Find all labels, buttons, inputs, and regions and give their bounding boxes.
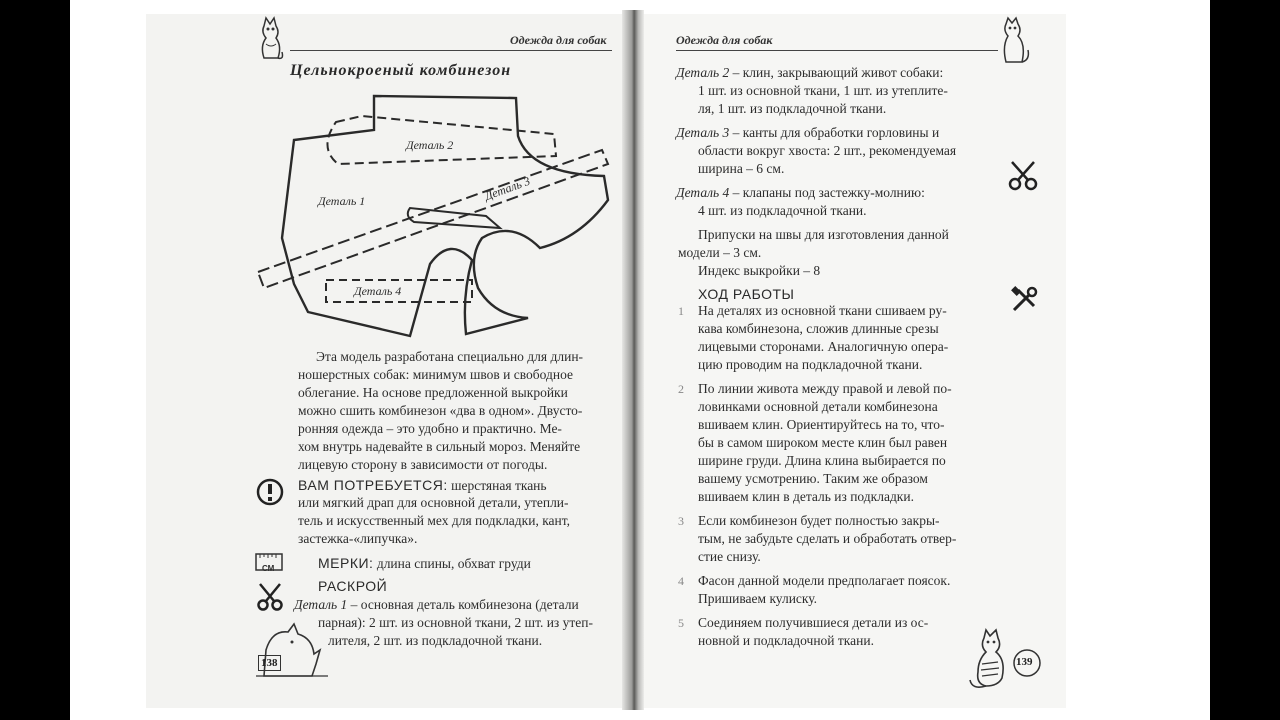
left-running-header: Одежда для собак bbox=[510, 33, 607, 47]
pattern-label-detail3: Деталь 3 bbox=[482, 173, 532, 204]
needs-text: шерстяная ткань bbox=[447, 478, 547, 493]
detail4-line-2: 4 шт. из подкладочной ткани. bbox=[698, 203, 867, 218]
step-3-line-1: Если комбинезон будет полностью закры- bbox=[698, 513, 940, 528]
measures-line bbox=[318, 554, 531, 574]
detail2-line-3: ля, 1 шт. из подкладочной ткани. bbox=[698, 101, 887, 116]
step-2-line-4: бы в самом широком месте клин был равен bbox=[698, 435, 948, 450]
detail4-label: Деталь 4 bbox=[676, 185, 730, 200]
step-2-line-2: ловинками основной детали комбинезона bbox=[698, 399, 938, 414]
intro-line-4: можно сшить комбинезон «два в одном». Двусто- bbox=[298, 403, 583, 418]
step-3-line-3: стие снизу. bbox=[698, 549, 761, 564]
needs-line-4: застежка-«липучка». bbox=[298, 531, 418, 546]
tools-icon bbox=[1010, 286, 1038, 314]
step-2-line-3: вшиваем клин. Ориентируйтесь на то, что- bbox=[698, 417, 945, 432]
work-heading: ХОД РАБОТЫ bbox=[698, 286, 795, 302]
attention-icon bbox=[256, 478, 284, 506]
cat-sitting-icon bbox=[998, 16, 1032, 68]
allowance-line-3: Индекс выкройки – 8 bbox=[698, 263, 821, 278]
allowance-line-2: модели – 3 см. bbox=[678, 245, 762, 260]
intro-line-7: лицевую сторону в зависимости от погоды. bbox=[298, 457, 548, 472]
detail1-line-3: лителя, 2 шт. из подкладочной ткани. bbox=[328, 633, 543, 648]
step-5-number: 5 bbox=[678, 616, 684, 630]
detail3-label: Деталь 3 bbox=[676, 125, 730, 140]
step-2-line-5: ширине груди. Длина клина выбирается по bbox=[698, 453, 946, 468]
step-4-number: 4 bbox=[678, 574, 684, 588]
measures-heading: МЕРКИ: bbox=[318, 555, 374, 571]
right-letterbox bbox=[1210, 0, 1280, 720]
detail3-line-2: области вокруг хвоста: 2 шт., рекомендуемая bbox=[698, 143, 957, 158]
step-5-line-2: новной и подкладочной ткани. bbox=[698, 633, 874, 648]
detail4-line-1 bbox=[676, 184, 925, 203]
pattern-label-detail1: Деталь 1 bbox=[318, 194, 366, 208]
needs-heading: ВАМ ПОТРЕБУЕТСЯ: bbox=[298, 477, 448, 493]
left-letterbox bbox=[0, 0, 70, 720]
detail2-line-1 bbox=[676, 64, 943, 83]
pattern-label-detail2: Деталь 2 bbox=[406, 138, 454, 152]
step-3-number: 3 bbox=[678, 514, 684, 528]
intro-line-6: хом внутрь надевайте в сильный мороз. Меняйте bbox=[298, 439, 581, 454]
left-header-rule bbox=[290, 50, 612, 51]
pattern-label-detail4: Деталь 4 bbox=[354, 284, 402, 298]
allowance-line-1: Припуски на швы для изготовления данной bbox=[698, 227, 949, 242]
step-5-line-1: Соединяем получившиеся детали из ос- bbox=[698, 615, 929, 630]
left-page-number: 138 bbox=[258, 655, 281, 671]
detail1-line-1 bbox=[294, 596, 579, 615]
detail1-line-2: парная): 2 шт. из основной ткани, 2 шт. из утеп- bbox=[318, 615, 593, 630]
detail3-text: – канты для обработки горловины и bbox=[729, 125, 940, 140]
scissors-icon bbox=[1008, 160, 1038, 192]
cat-head-icon bbox=[256, 16, 286, 64]
needs-line-2: или мягкий драп для основной детали, утепли- bbox=[298, 495, 569, 510]
detail2-text: – клин, закрывающий живот собаки: bbox=[729, 65, 944, 80]
step-3-line-2: тым, не забудьте сделать и обработать отвер- bbox=[698, 531, 957, 546]
detail3-line-1 bbox=[676, 124, 939, 143]
intro-line-1: Эта модель разработана специально для длин- bbox=[316, 349, 584, 364]
step-1-number: 1 bbox=[678, 304, 684, 318]
step-1-line-4: цию проводим на подкладочной ткани. bbox=[698, 357, 923, 372]
detail4-text: – клапаны под застежку-молнию: bbox=[729, 185, 925, 200]
intro-line-3: облегание. На основе предложенной выкройки bbox=[298, 385, 568, 400]
step-1-line-2: кава комбинезона, сложив длинные срезы bbox=[698, 321, 939, 336]
page-title: Цельнокроеный комбинезон bbox=[290, 62, 512, 79]
scissors-icon bbox=[256, 582, 284, 612]
detail2-label: Деталь 2 bbox=[676, 65, 730, 80]
cat-illustration bbox=[968, 628, 1018, 692]
intro-line-5: ронняя одежда – это удобно и практично. Ме- bbox=[298, 421, 562, 436]
needs-line-1 bbox=[298, 476, 547, 496]
right-header-rule bbox=[676, 50, 998, 51]
detail1-text: – основная деталь комбинезона (детали bbox=[347, 597, 579, 612]
cm-label: СМ bbox=[262, 564, 275, 573]
needs-line-3: тель и искусственный мех для подкладки, кант, bbox=[298, 513, 571, 528]
pattern-diagram bbox=[250, 88, 620, 348]
detail1-label: Деталь 1 bbox=[294, 597, 348, 612]
step-4-line-1: Фасон данной модели предполагает поясок. bbox=[698, 573, 951, 588]
measures-text: длина спины, обхват груди bbox=[373, 556, 531, 571]
step-2-line-6: вашему усмотрению. Таким же образом bbox=[698, 471, 928, 486]
right-page-number: 139 bbox=[1016, 656, 1033, 668]
book-spine bbox=[622, 10, 644, 710]
right-running-header: Одежда для собак bbox=[676, 33, 773, 47]
step-4-line-2: Пришиваем кулиску. bbox=[698, 591, 818, 606]
step-1-line-1: На деталях из основной ткани сшиваем ру- bbox=[698, 303, 947, 318]
detail3-line-3: ширина – 6 см. bbox=[698, 161, 785, 176]
intro-line-2: ношерстных собак: минимум швов и свободное bbox=[298, 367, 573, 382]
cutting-heading: РАСКРОЙ bbox=[318, 578, 388, 594]
step-1-line-3: лицевыми сторонами. Аналогичную опера- bbox=[698, 339, 949, 354]
step-2-line-7: вшиваем клин в деталь из подкладки. bbox=[698, 489, 914, 504]
step-2-number: 2 bbox=[678, 382, 684, 396]
detail2-line-2: 1 шт. из основной ткани, 1 шт. из утеплите- bbox=[698, 83, 948, 98]
step-2-line-1: По линии живота между правой и левой по- bbox=[698, 381, 952, 396]
